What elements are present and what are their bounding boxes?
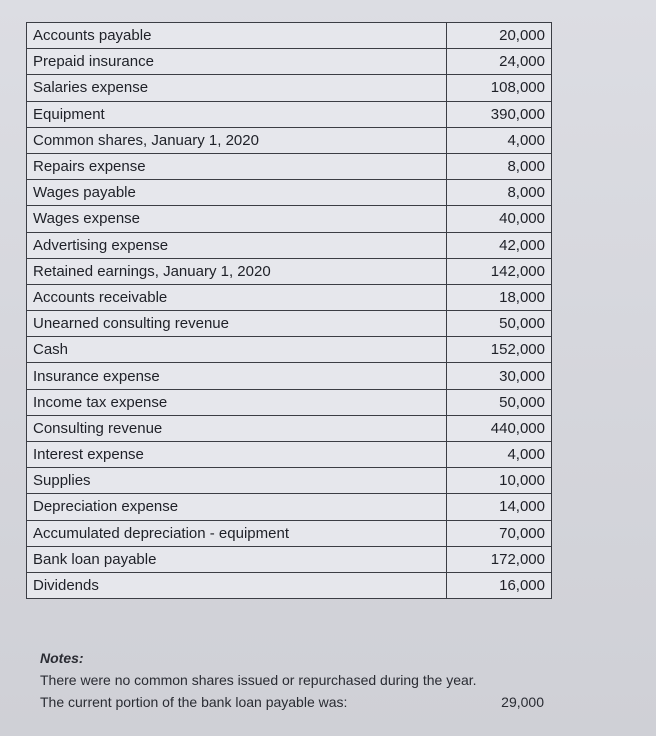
table-row: [27, 49, 552, 75]
account-name: Cash: [27, 337, 447, 363]
table-row: [27, 75, 552, 101]
table-row: [27, 153, 552, 179]
account-amount: 8,000: [447, 180, 552, 206]
account-name: Bank loan payable: [27, 546, 447, 572]
account-name: Common shares, January 1, 2020: [27, 127, 447, 153]
account-name: Insurance expense: [27, 363, 447, 389]
account-name: Prepaid insurance: [27, 49, 447, 75]
account-name: Accounts payable: [27, 23, 447, 49]
account-name: Dividends: [27, 572, 447, 598]
account-name: Supplies: [27, 468, 447, 494]
account-name: Advertising expense: [27, 232, 447, 258]
account-amount: 18,000: [447, 284, 552, 310]
table-row: [27, 101, 552, 127]
table-row: [27, 311, 552, 337]
account-name: Accumulated depreciation - equipment: [27, 520, 447, 546]
notes-line-loan: [40, 694, 544, 710]
table-row: [27, 468, 552, 494]
account-amount: 24,000: [447, 49, 552, 75]
account-amount: 390,000: [447, 101, 552, 127]
table-row: [27, 389, 552, 415]
table-row: [27, 546, 552, 572]
notes-line-shares: There were no common shares issued or repurchased during the year.: [40, 672, 477, 688]
account-amount: 20,000: [447, 23, 552, 49]
account-name: Wages payable: [27, 180, 447, 206]
account-name: Income tax expense: [27, 389, 447, 415]
account-amount: 30,000: [447, 363, 552, 389]
account-amount: 50,000: [447, 389, 552, 415]
table-row: [27, 337, 552, 363]
account-balances-table: [26, 22, 552, 599]
table-row: [27, 127, 552, 153]
account-name: Accounts receivable: [27, 284, 447, 310]
account-amount: 152,000: [447, 337, 552, 363]
table-row: [27, 284, 552, 310]
account-name: Consulting revenue: [27, 415, 447, 441]
table-row: [27, 23, 552, 49]
account-amount: 14,000: [447, 494, 552, 520]
table-row: [27, 520, 552, 546]
notes-loan-value: 29,000: [501, 694, 544, 710]
account-amount: 50,000: [447, 311, 552, 337]
account-amount: 172,000: [447, 546, 552, 572]
notes-heading: Notes:: [40, 650, 84, 666]
account-name: Repairs expense: [27, 153, 447, 179]
table-row: [27, 572, 552, 598]
account-name: Salaries expense: [27, 75, 447, 101]
table-row: [27, 206, 552, 232]
account-amount: 10,000: [447, 468, 552, 494]
account-name: Interest expense: [27, 442, 447, 468]
account-amount: 16,000: [447, 572, 552, 598]
account-amount: 4,000: [447, 127, 552, 153]
account-amount: 70,000: [447, 520, 552, 546]
account-amount: 142,000: [447, 258, 552, 284]
table-row: [27, 415, 552, 441]
account-amount: 108,000: [447, 75, 552, 101]
account-amount: 40,000: [447, 206, 552, 232]
account-balances-sheet: [26, 22, 552, 599]
table-row: [27, 363, 552, 389]
account-amount: 4,000: [447, 442, 552, 468]
table-row: [27, 180, 552, 206]
notes-loan-label: The current portion of the bank loan payable was:: [40, 694, 348, 710]
account-balances-body: [27, 23, 552, 599]
table-row: [27, 258, 552, 284]
table-row: [27, 494, 552, 520]
account-amount: 42,000: [447, 232, 552, 258]
notes-section: [40, 650, 600, 710]
account-name: Equipment: [27, 101, 447, 127]
account-amount: 8,000: [447, 153, 552, 179]
table-row: [27, 232, 552, 258]
table-row: [27, 442, 552, 468]
account-name: Unearned consulting revenue: [27, 311, 447, 337]
account-name: Wages expense: [27, 206, 447, 232]
account-amount: 440,000: [447, 415, 552, 441]
account-name: Retained earnings, January 1, 2020: [27, 258, 447, 284]
account-name: Depreciation expense: [27, 494, 447, 520]
